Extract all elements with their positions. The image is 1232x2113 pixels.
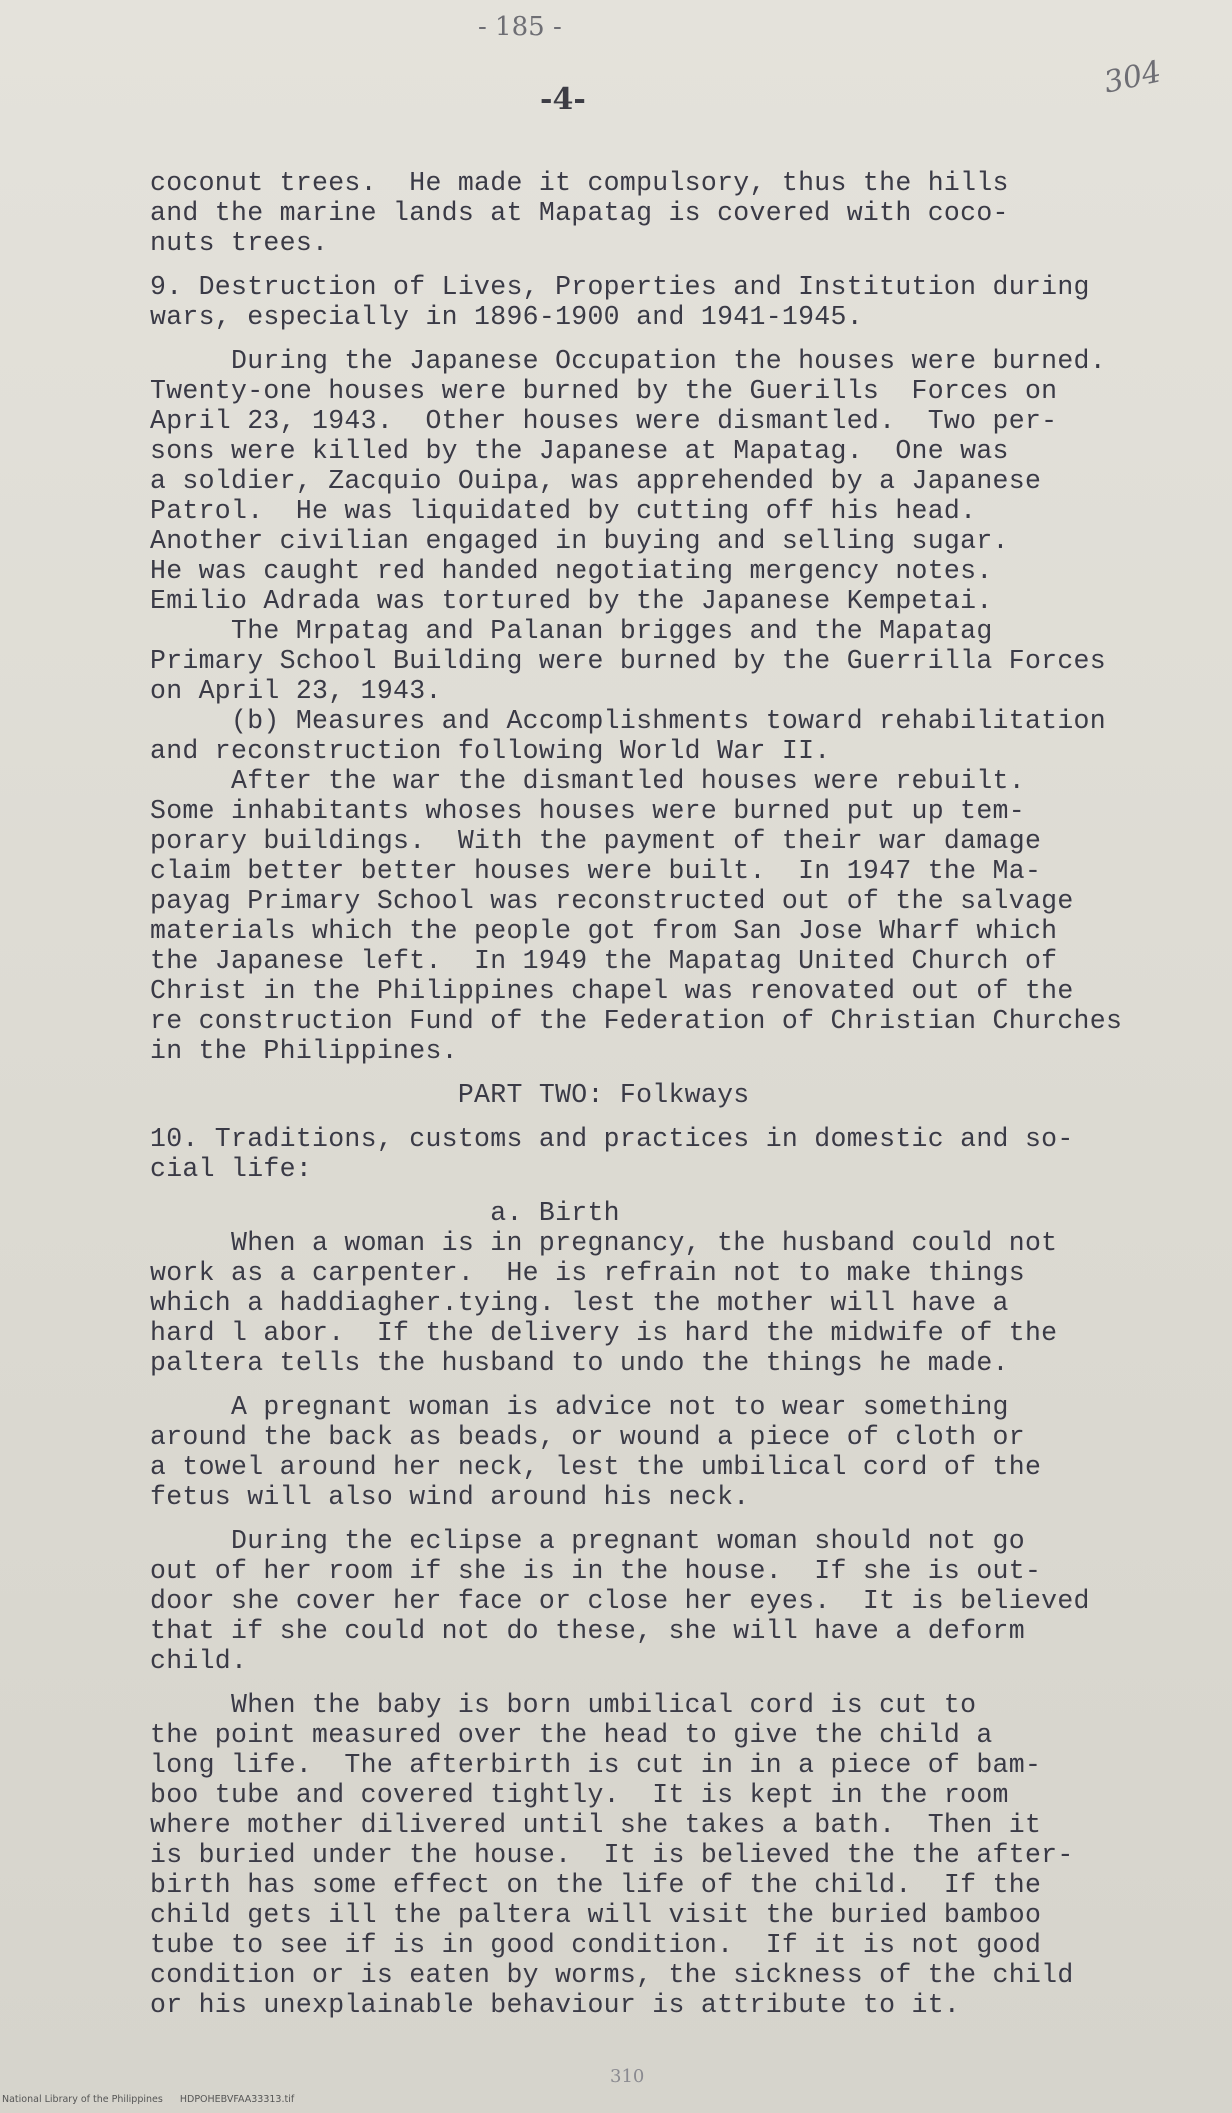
footer-file: HDPOHEBVFAA33313.tif [179,2094,295,2105]
text-line: sons were killed by the Japanese at Mapatag. One was [150,436,1009,466]
text-line: After the war the dismantled houses were rebuilt. [150,766,1025,796]
text-line: claim better better houses were built. In 1947 the Ma- [150,856,1042,886]
text-line: Primary School Building were burned by the Guerrilla Forces [150,646,1106,676]
text-line: payag Primary School was reconstructed out of the salvage [150,886,1074,916]
text-line: a. Birth [150,1198,620,1228]
text-line: He was caught red handed negotiating mergency notes. [150,556,993,586]
text-line: (b) Measures and Accomplishments toward rehabilitation [150,706,1106,736]
text-line: the Japanese left. In 1949 the Mapatag United Church of [150,946,1058,976]
text-line: condition or is eaten by worms, the sickness of the child [150,1960,1074,1990]
text-line: and the marine lands at Mapatag is covered with coco- [150,198,1009,228]
text-line: boo tube and covered tightly. It is kept in the room [150,1780,1009,1810]
text-line: which a haddiagher.tying. lest the mother will have a [150,1288,1009,1318]
text-line: child. [150,1646,248,1676]
text-line: When the baby is born umbilical cord is cut to [150,1690,977,1720]
text-line: paltera tells the husband to undo the things he made. [150,1348,1009,1378]
text-line: 10. Traditions, customs and practices in domestic and so- [150,1124,1074,1154]
paragraph-gap [150,1676,1160,1690]
text-line: that if she could not do these, she will have a deform [150,1616,1025,1646]
text-line: the point measured over the head to give the child a [150,1720,993,1750]
text-line: fetus will also wind around his neck. [150,1482,750,1512]
text-line: work as a carpenter. He is refrain not to make things [150,1258,1025,1288]
paragraph-gap [150,258,1160,272]
text-line: Another civilian engaged in buying and selling sugar. [150,526,1009,556]
paragraph-gap [150,1110,1160,1124]
paragraph-gap [150,332,1160,346]
text-line: wars, especially in 1896-1900 and 1941-1945. [150,302,863,332]
bottom-note: 310 [610,2066,645,2087]
text-line: or his unexplainable behaviour is attribute to it. [150,1990,961,2020]
text-line: out of her room if she is in the house. If she is out- [150,1556,1042,1586]
section-number: -4- [540,82,586,117]
text-line: and reconstruction following World War II. [150,736,831,766]
text-line: The Mrpatag and Palanan brigges and the Mapatag [150,616,993,646]
text-line: cial life: [150,1154,313,1184]
margin-note: 304 [1100,54,1165,101]
text-line: is buried under the house. It is believed the the after- [150,1840,1074,1870]
paragraph-gap [150,1184,1160,1198]
document-body [150,168,1160,2020]
text-line: PART TWO: Folkways [150,1080,750,1110]
text-line: Christ in the Philippines chapel was renovated out of the [150,976,1074,1006]
text-line: birth has some effect on the life of the child. If the [150,1870,1042,1900]
text-line: Patrol. He was liquidated by cutting off his head. [150,496,977,526]
text-line: door she cover her face or close her eyes. It is believed [150,1586,1090,1616]
text-line: Twenty-one houses were burned by the Guerills Forces on [150,376,1058,406]
text-line: During the Japanese Occupation the houses were burned. [150,346,1106,376]
text-line: in the Philippines. [150,1036,458,1066]
text-line: When a woman is in pregnancy, the husband could not [150,1228,1058,1258]
text-line: A pregnant woman is advice not to wear something [150,1392,1009,1422]
text-line: around the back as beads, or wound a piece of cloth or [150,1422,1025,1452]
paragraph-gap [150,1066,1160,1080]
text-line: porary buildings. With the payment of their war damage [150,826,1042,856]
text-line: a towel around her neck, lest the umbilical cord of the [150,1452,1042,1482]
text-line: on April 23, 1943. [150,676,442,706]
text-line: re construction Fund of the Federation of Christian Churches [150,1006,1123,1036]
page-number: - 185 - [478,12,562,42]
scan-footer [2,2094,308,2105]
text-line: During the eclipse a pregnant woman should not go [150,1526,1025,1556]
text-line: materials which the people got from San Jose Wharf which [150,916,1058,946]
text-line: nuts trees. [150,228,329,258]
text-line: hard l abor. If the delivery is hard the midwife of the [150,1318,1058,1348]
text-line: tube to see if is in good condition. If it is not good [150,1930,1042,1960]
text-line: Emilio Adrada was tortured by the Japanese Kempetai. [150,586,993,616]
text-line: Some inhabitants whoses houses were burned put up tem- [150,796,1025,826]
text-line: a soldier, Zacquio Ouipa, was apprehended by a Japanese [150,466,1042,496]
text-line: where mother dilivered until she takes a bath. Then it [150,1810,1042,1840]
paragraph-gap [150,1378,1160,1392]
paragraph-gap [150,1512,1160,1526]
text-line: child gets ill the paltera will visit the buried bamboo [150,1900,1042,1930]
text-line: coconut trees. He made it compulsory, thus the hills [150,168,1009,198]
text-line: 9. Destruction of Lives, Properties and Institution during [150,272,1090,302]
text-line: long life. The afterbirth is cut in in a piece of bam- [150,1750,1042,1780]
footer-library: National Library of the Philippines [2,2094,163,2105]
text-line: April 23, 1943. Other houses were dismantled. Two per- [150,406,1058,436]
